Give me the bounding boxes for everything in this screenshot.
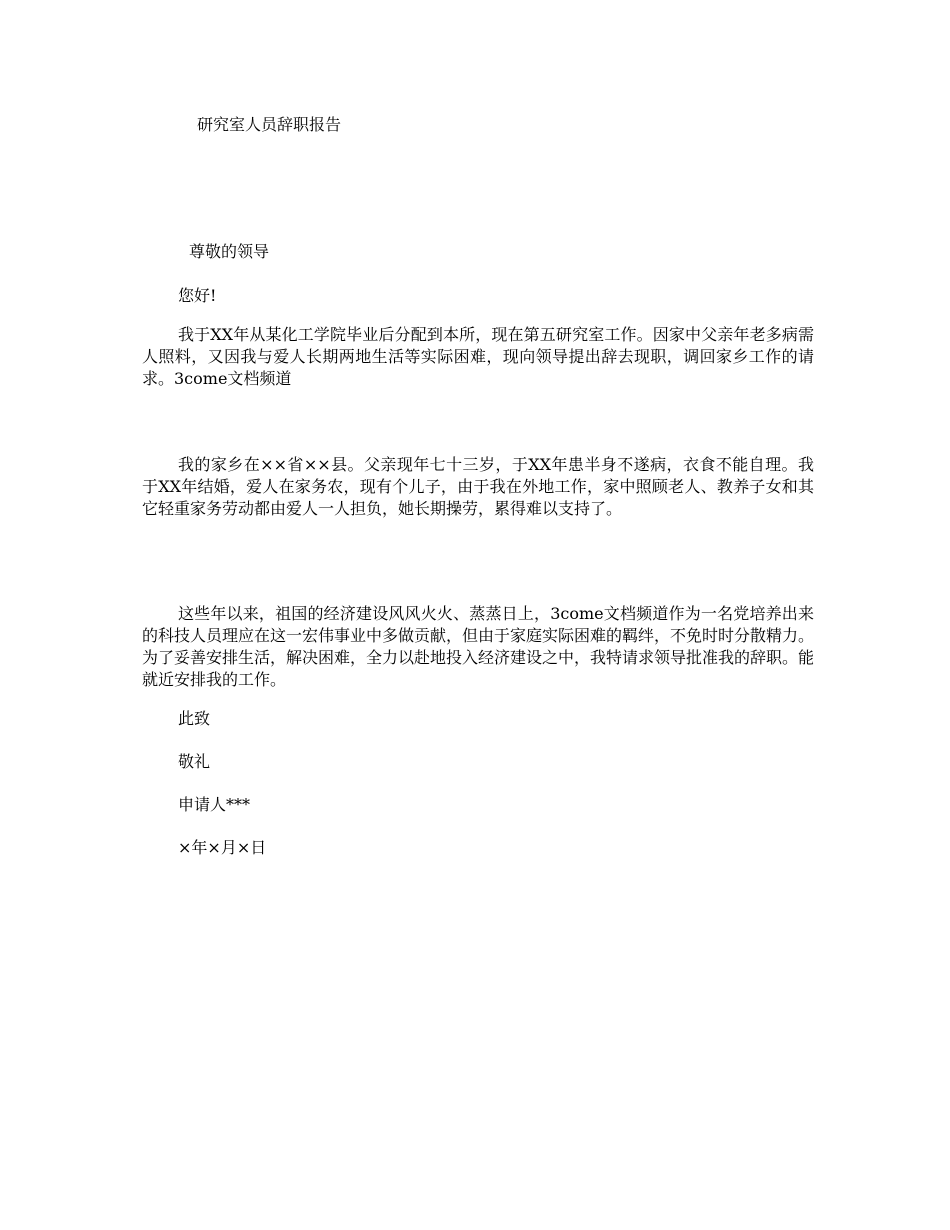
body-paragraph-1: 我于XX年从某化工学院毕业后分配到本所，现在第五研究室工作。因家中父亲年老多病需人照料，又因我与爱人长期两地生活等实际困难，现向领导提出辞去现职，调回家乡工作的请求。3come文档频道: [142, 325, 814, 388]
document-title: 研究室人员辞职报告: [197, 115, 342, 134]
body-paragraph-2: 我的家乡在××省××县。父亲现年七十三岁，于XX年患半身不遂病，衣食不能自理。我于XX年结婚，爱人在家务农，现有个儿子，由于我在外地工作，家中照顾老人、教养子女和其它轻重家务劳动都由爱人一人担负，她长期操劳，累得难以支持了。: [142, 455, 814, 518]
closing-cizhi: 此致: [178, 709, 211, 728]
body-paragraph-3: 这些年以来，祖国的经济建设风风火火、蒸蒸日上，3come文档频道作为一名党培养出来的科技人员理应在这一宏伟事业中多做贡献，但由于家庭实际困难的羁绊，不免时时分散精力。为了妥善安排生活，解决困难，全力以赴地投入经济建设之中，我特请求领导批准我的辞职。能就近安排我的工作。: [142, 604, 815, 689]
salutation: 尊敬的领导: [189, 242, 270, 261]
closing-jingli: 敬礼: [178, 752, 211, 771]
letter-date: ×年×月×日: [178, 838, 267, 857]
greeting: 您好!: [178, 286, 217, 305]
applicant-signature: 申请人***: [178, 795, 251, 814]
